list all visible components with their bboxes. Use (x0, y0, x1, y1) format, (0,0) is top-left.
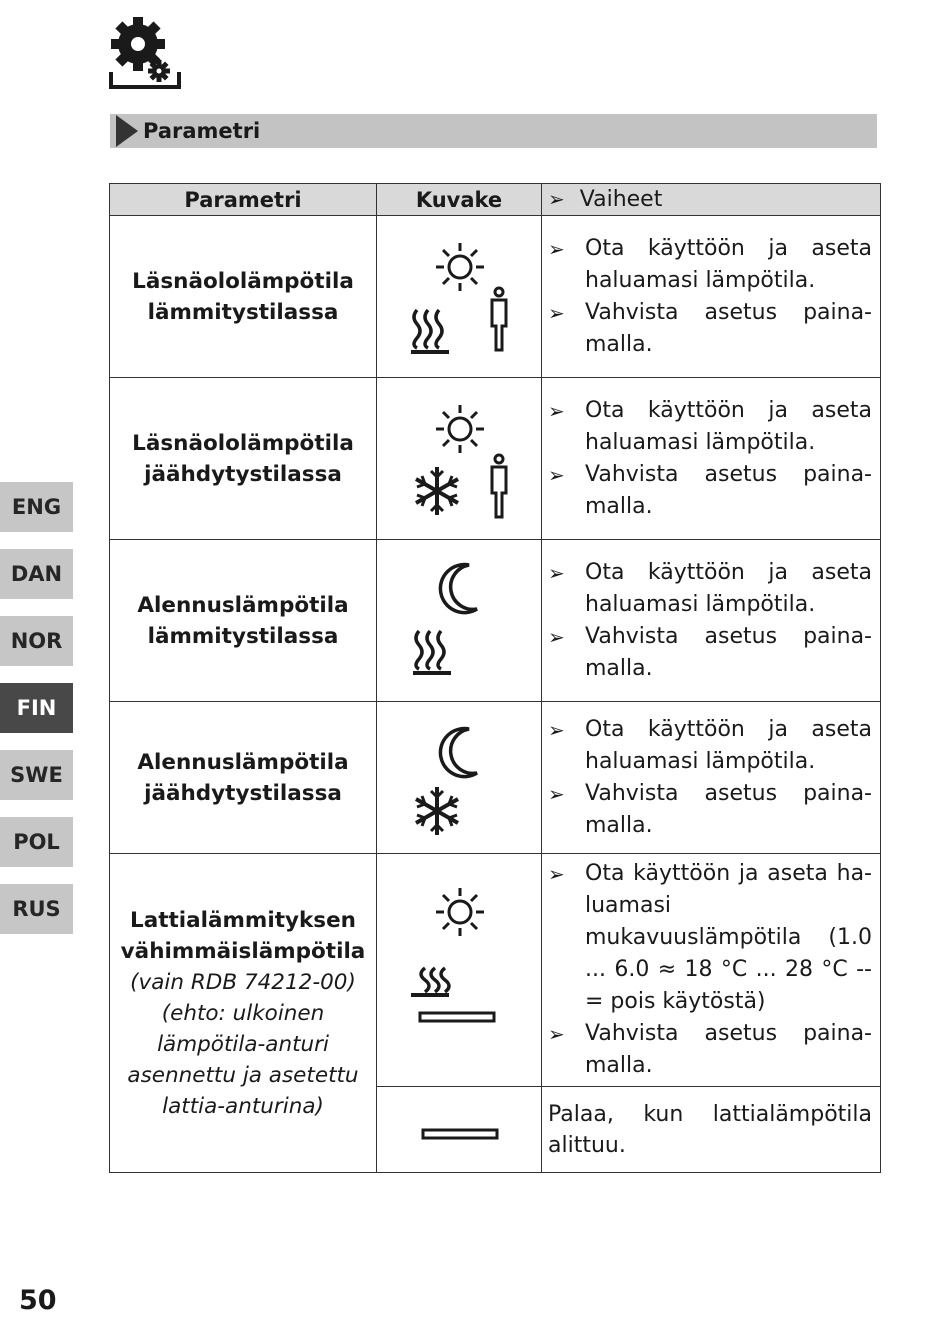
person-icon (492, 288, 506, 350)
step-text: Vahvista asetus paina-malla. (585, 780, 872, 838)
parameter-name (110, 854, 377, 1173)
step-item (548, 395, 872, 459)
steps-cell (542, 702, 881, 854)
header-parameter: Parametri (110, 184, 377, 216)
icon-cell (377, 540, 542, 702)
icon-cell (377, 1087, 542, 1173)
floor-line-icon (423, 1130, 497, 1138)
table-row (110, 540, 881, 702)
steps-cell (542, 854, 881, 1087)
step-item (548, 858, 872, 1018)
parameter-name-line: Läsnäololämpötila (132, 430, 354, 456)
step-item (548, 714, 872, 778)
lang-tab-pol[interactable]: POL (0, 817, 73, 867)
bullet-arrow-icon: ➢ (548, 560, 565, 585)
header-steps (542, 184, 881, 216)
sun-icon (436, 888, 484, 936)
parameter-name-line: lämmitystilassa (147, 299, 339, 325)
moon-icon (440, 728, 477, 776)
icon-cell (377, 854, 542, 1087)
step-text: Vahvista asetus paina-malla. (585, 1021, 872, 1078)
steps-cell (542, 378, 881, 540)
steps-cell (542, 540, 881, 702)
lang-tab-eng[interactable]: ENG (0, 482, 73, 532)
parameter-name-line: lämmitystilassa (147, 623, 339, 649)
parameter-name-line: Alennuslämpötila (137, 592, 349, 618)
parameter-name (110, 378, 377, 540)
parameter-note: (vain RDB 74212-00) (ehto: ulkoinen lämpötila-anturi asennettu ja asetettu lattia-anturina) (127, 969, 359, 1119)
header-icon: Kuvake (377, 184, 542, 216)
table-header-row (110, 184, 881, 216)
step-item (548, 778, 872, 842)
lang-tab-swe[interactable]: SWE (0, 750, 73, 800)
step-text: Ota käyttöön ja aseta ha-luamasi mukavuuslämpötila (1.0 ... 6.0 ≈ 18 °C ... 28 °C -- = pois käytöstä) (585, 861, 872, 1014)
step-text: Ota käyttöön ja aseta haluamasi lämpötila. (585, 235, 872, 293)
floor-line-icon (420, 1013, 494, 1021)
bullet-arrow-icon: ➢ (548, 398, 565, 423)
header-steps-label: Vaiheet (579, 187, 663, 212)
section-title: Parametri (143, 119, 261, 143)
parameter-name-line: Lattialämmityksen (130, 907, 356, 933)
lang-tab-rus[interactable]: RUS (0, 884, 73, 934)
person-icon (492, 455, 506, 517)
bullet-arrow-icon: ➢ (548, 462, 565, 487)
step-item (548, 1018, 872, 1082)
step-text: Ota käyttöön ja aseta haluamasi lämpötila. (585, 716, 872, 774)
lang-tab-fin[interactable]: FIN (0, 683, 73, 733)
step-item (548, 621, 872, 685)
bullet-arrow-icon: ➢ (548, 862, 565, 886)
lang-tab-nor[interactable]: NOR (0, 616, 73, 666)
step-item (548, 459, 872, 523)
bullet-arrow-icon: ➢ (548, 300, 565, 325)
floor-heating-icon (411, 968, 449, 995)
step-text: Ota käyttöön ja aseta haluamasi lämpötila. (585, 397, 872, 455)
parameter-name-line: jäähdytystilassa (144, 461, 342, 487)
snowflake-icon (416, 467, 458, 515)
step-item (548, 557, 872, 621)
parameter-name (110, 540, 377, 702)
bullet-arrow-icon: ➢ (548, 236, 565, 261)
step-text: Vahvista asetus paina-malla. (585, 299, 872, 357)
page-number: 50 (19, 1285, 57, 1316)
steps-cell (542, 216, 881, 378)
icon-cell (377, 378, 542, 540)
table-row (110, 854, 881, 1087)
step-text: Vahvista asetus paina-malla. (585, 623, 872, 681)
bullet-arrow-icon: ➢ (548, 781, 565, 806)
table-row (110, 378, 881, 540)
parameter-name-line: vähimmäislämpötila (120, 938, 366, 964)
section-header-bar (110, 114, 877, 148)
icon-cell (377, 216, 542, 378)
bullet-arrow-icon: ➢ (548, 187, 565, 211)
gear-settings-icon (108, 16, 182, 90)
table-row (110, 702, 881, 854)
bullet-arrow-icon: ➢ (548, 624, 565, 649)
sun-icon (436, 243, 484, 291)
parameter-name-line: jäähdytystilassa (144, 780, 342, 806)
step-text: Ota käyttöön ja aseta haluamasi lämpötila. (585, 559, 872, 617)
step-item (548, 233, 872, 297)
parameter-name-line: Alennuslämpötila (137, 749, 349, 775)
floor-warning-text: Palaa, kun lattialämpötila alittuu. (542, 1087, 881, 1173)
step-text: Vahvista asetus paina-malla. (585, 461, 872, 519)
step-item (548, 297, 872, 361)
heating-icon (411, 310, 449, 352)
icon-cell (377, 702, 542, 854)
moon-icon (440, 564, 477, 612)
parameter-name (110, 702, 377, 854)
table-row (110, 216, 881, 378)
bullet-arrow-icon: ➢ (548, 1022, 565, 1046)
play-arrow-icon (114, 115, 140, 147)
sun-icon (436, 405, 484, 453)
lang-tab-dan[interactable]: DAN (0, 549, 73, 599)
heating-icon (413, 631, 451, 673)
parameter-table (109, 183, 881, 1173)
parameter-name (110, 216, 377, 378)
bullet-arrow-icon: ➢ (548, 717, 565, 742)
parameter-name-line: Läsnäololämpötila (132, 268, 354, 294)
snowflake-icon (416, 787, 458, 835)
